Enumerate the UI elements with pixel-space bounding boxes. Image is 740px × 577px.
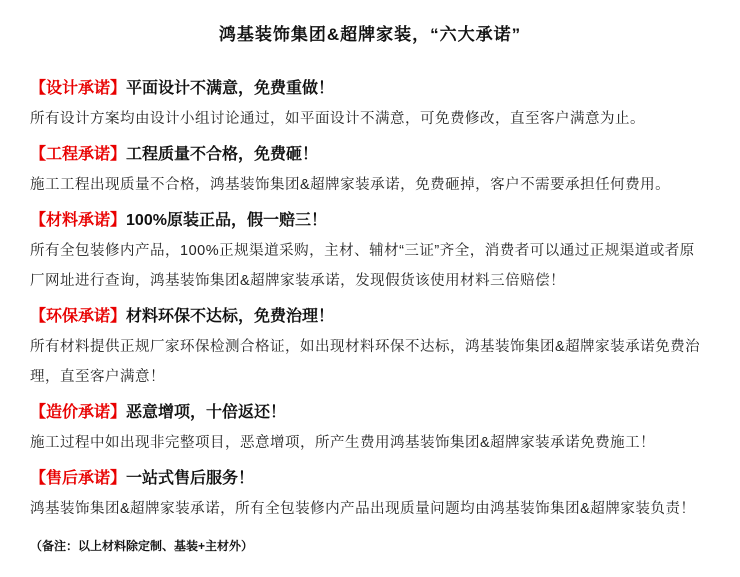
footnote: （备注：以上材料除定制、基装+主材外） xyxy=(30,539,254,553)
section-headline: 材料环保不达标，免费治理！ xyxy=(126,308,335,325)
section-headline: 平面设计不满意，免费重做！ xyxy=(126,80,335,97)
section-header xyxy=(30,398,710,428)
promise-sections xyxy=(30,74,710,524)
section-design-promise xyxy=(30,74,710,134)
section-body xyxy=(30,170,710,200)
section-header xyxy=(30,302,710,332)
section-header xyxy=(30,140,710,170)
section-body xyxy=(30,236,710,296)
section-body xyxy=(30,428,710,458)
section-body xyxy=(30,494,710,524)
section-headline: 恶意增项，十倍返还！ xyxy=(126,404,287,421)
section-tag: 【工程承诺】 xyxy=(30,146,127,163)
body-line: 所有材料提供正规厂家环保检测合格证，如出现材料环保不达标，鸿基装饰集团&超牌家装承诺免费治 xyxy=(30,339,701,355)
section-tag: 【售后承诺】 xyxy=(30,470,127,487)
page-title: 鸿基装饰集团&超牌家装，“六大承诺” xyxy=(218,25,522,44)
section-eco-promise xyxy=(30,302,710,392)
section-tag: 【设计承诺】 xyxy=(30,80,127,97)
section-header xyxy=(30,74,710,104)
section-headline: 一站式售后服务！ xyxy=(126,470,255,487)
section-aftersales-promise xyxy=(30,464,710,524)
body-line: 施工过程中如出现非完整项目，恶意增项，所产生费用鸿基装饰集团&超牌家装承诺免费施工！ xyxy=(30,435,656,451)
section-body xyxy=(30,332,710,392)
section-header xyxy=(30,206,710,236)
body-line: 所有设计方案均由设计小组讨论通过，如平面设计不满意，可免费修改，直至客户满意为止。 xyxy=(30,111,645,127)
body-line: 所有全包装修内产品，100%正规渠道采购，主材、辅材“三证”齐全，消费者可以通过正规渠道或者原 xyxy=(30,243,695,259)
section-pricing-promise xyxy=(30,398,710,458)
body-line: 施工工程出现质量不合格，鸿基装饰集团&超牌家装承诺，免费砸掉，客户不需要承担任何费用。 xyxy=(30,177,671,193)
body-line: 理，直至客户满意！ xyxy=(30,369,165,385)
section-materials-promise xyxy=(30,206,710,296)
section-tag: 【造价承诺】 xyxy=(30,404,127,421)
section-headline: 100%原装正品，假一赔三！ xyxy=(126,212,327,229)
body-line: 厂网址进行查询，鸿基装饰集团&超牌家装承诺，发现假货该使用材料三倍赔偿！ xyxy=(30,273,566,289)
section-headline: 工程质量不合格，免费砸！ xyxy=(126,146,319,163)
section-engineering-promise xyxy=(30,140,710,200)
section-header xyxy=(30,464,710,494)
section-body xyxy=(30,104,710,134)
section-tag: 【材料承诺】 xyxy=(30,212,127,229)
section-tag: 【环保承诺】 xyxy=(30,308,127,325)
body-line: 鸿基装饰集团&超牌家装承诺，所有全包装修内产品出现质量问题均由鸿基装饰集团&超牌家装负责！ xyxy=(30,501,696,517)
